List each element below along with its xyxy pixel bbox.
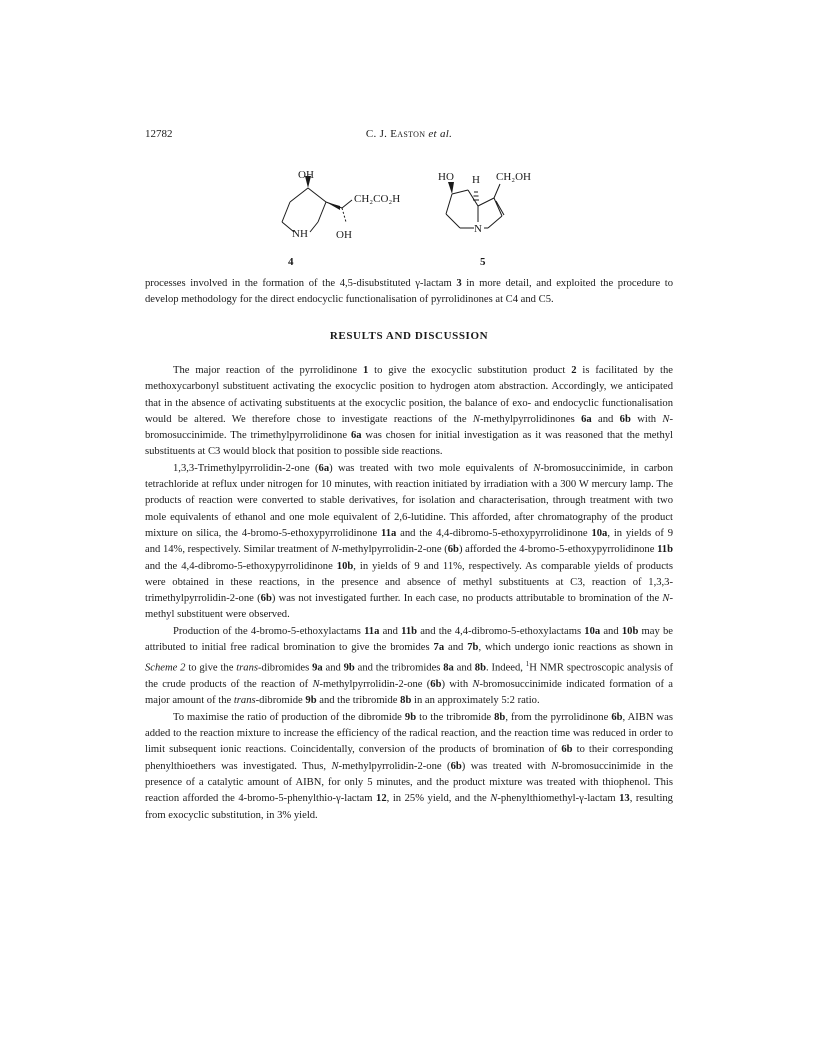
paragraph-text: -dibromides [258, 662, 313, 674]
paragraph-text: -methyl substituent were observed. [145, 593, 674, 621]
compound-ref: 8b [494, 711, 506, 723]
intro-text-2: in more detail, and exploited the procedure to develop methodology for the direct endocyclic functionalisation of pyrrolidinones at C4 and C5. [145, 278, 674, 306]
paragraph-text: and the 4,4-dibromo-5-ethoxypyrrolidinone [396, 527, 592, 539]
intro-text-1: processes involved in the formation of the 4,5-disubstituted γ-lactam [145, 278, 457, 289]
paragraph-text: was chosen for initial investigation as it was reasoned that the methyl substituents at C3 would block that position to possible side reactions. [145, 430, 673, 458]
compound-ref: 12 [376, 793, 387, 805]
paragraph-text: , AIBN was added to the reaction mixture to increase the efficiency of the radical reaction, and the reaction time was reduced in order to limit subsequent ionic reactions. Coincidentally, conversion of the products of bromination of [145, 711, 674, 756]
paragraph-text: and [591, 413, 620, 425]
section-title: RESULTS AND DISCUSSION [329, 330, 489, 342]
paragraph-text: with [630, 413, 663, 425]
paragraph-text: ) with [441, 679, 473, 691]
body-paragraph [145, 624, 673, 710]
running-header [145, 128, 673, 144]
c5-n-label: N [474, 223, 482, 235]
page-number: 12782 [145, 128, 173, 140]
paragraph-text: ) afforded the 4-bromo-5-ethoxypyrrolidinone [458, 544, 658, 556]
compound-ref: 2 [571, 365, 577, 376]
compound-ref: 6a [581, 413, 592, 425]
compound-ref: 7a [433, 642, 445, 654]
paragraph-text: -phenylthiomethyl-γ-lactam [497, 793, 620, 805]
main-body [145, 363, 673, 824]
paragraph-text: -dibromide [255, 695, 306, 707]
italic-text: Scheme 2 [145, 662, 186, 674]
compound-ref: 6b [260, 593, 272, 605]
compound-ref: 9b [343, 662, 355, 674]
compound-ref: 9b [404, 711, 417, 723]
c4-oh-bottom-label: OH [336, 229, 352, 241]
paragraph-text: , resulting from exocyclic substitution, in 3% yield. [145, 793, 673, 821]
compound-ref: 11b [657, 544, 673, 556]
paragraph-text: -bromosuccinimide in the presence of a catalytic amount of AIBN, for only 5 minutes, and the product mixture was treated with thiophenol. This reaction afforded the 4-bromo-5-phenylthio-γ-lactam [145, 760, 673, 805]
paragraph-text: H NMR spectroscopic analysis of the crude products of the reaction of [145, 662, 674, 691]
paragraph-text: , which undergo ionic reactions as shown in [478, 642, 673, 654]
c5-ho-label: HO [438, 171, 454, 183]
paragraph-text: to give the exocyclic substitution product [368, 365, 572, 376]
paragraph-text: -methylpyrrolidin-2-one ( [319, 679, 431, 691]
compound-ref: 13 [619, 793, 630, 805]
paragraph-text: to give the [185, 662, 237, 674]
paragraph-text: The major reaction of the pyrrolidinone [173, 365, 363, 376]
paragraph-text: is facilitated by the methoxycarbonyl substituent activating the exocyclic position to hydrogen atom abstraction. Accordingly, we anticipated that in the absence of activating substituents at the exocyclic position, the balance of exo- and endocyclic functionalisation would be altered. We therefore chose to investigate reactions of the [145, 365, 674, 425]
paragraph-text: may be attributed to initial free radical bromination to give the bromides [145, 625, 673, 654]
compound-ref: 6b [561, 744, 573, 756]
paragraph-text: and the 4,4-dibromo-5-ethoxylactams [417, 625, 585, 637]
italic-text: N [331, 544, 339, 556]
compound-ref: 9b [305, 695, 317, 707]
compound-ref: 11b [401, 625, 418, 637]
compound-ref: 11a [364, 625, 380, 637]
compound-ref: 11a [381, 527, 397, 539]
paragraph-text: to their corresponding phenylthioethers was investigated. Thus, [145, 744, 673, 772]
c5-ch2oh-label: CH₂OH [496, 171, 532, 183]
paragraph-text: to the tribromide [416, 711, 495, 723]
paragraph-text: ) was treated with [461, 760, 552, 772]
italic-text: N [533, 462, 541, 474]
italic-text: N [551, 760, 559, 772]
intro-compound-ref: 3 [456, 278, 462, 289]
paragraph-text: -bromosuccinimide, in carbon tetrachloride at reflux under nitrogen for 10 minutes, with reaction initiated by irradiation with a 300 W mercury lamp. The products of reaction were converted to stable derivatives, for isolation and characterisation, through treatment with two mole equivalents of ethanol and one mole equivalent of 2,6-lutidine. This afforded, after chromatography of the product mixture on silica, the 4-bromo-5-ethoxypyrrolidinone [145, 462, 673, 539]
compound-ref: 1 [363, 365, 369, 376]
compound-ref: 10b [336, 560, 354, 572]
compound-ref: 6b [450, 760, 462, 772]
c4-oh-label: OH [298, 169, 314, 181]
compound-5-label: 5 [480, 256, 486, 268]
compound-ref: 10a [584, 625, 601, 637]
body-paragraph [145, 363, 673, 461]
compound-ref: 7b [467, 642, 479, 654]
compound-ref: 6b [611, 711, 623, 723]
paragraph-text: , in 25% yield, and the [386, 793, 491, 805]
compound-4-label: 4 [288, 256, 294, 268]
paragraph-text: , in yields of 9 and 11%, respectively. As comparable yields of products were obtained in these reactions, in the presence and absence of methyl substituents at C3, reaction of 1,3,3-trimethylpyrrolidin-2-one ( [145, 560, 673, 605]
paragraph-text: ) was not investigated further. In each case, no products attributable to bromination of the [271, 593, 663, 605]
body-paragraph [145, 461, 673, 624]
paragraph-text: and [600, 625, 622, 637]
compound-ref: 6a [350, 430, 362, 442]
paragraph-text: in an approximately 5:2 ratio. [411, 695, 540, 707]
intro-paragraph [145, 276, 673, 309]
compound-ref: 10a [591, 527, 608, 539]
compound-5-drawing [438, 170, 578, 250]
paragraph-text: -bromosuccinimide indicated formation of a major amount of the [145, 679, 673, 707]
c4-side-chain-label: CH₂CO₂H [354, 193, 401, 205]
compound-ref: 8b [400, 695, 412, 707]
compound-ref: 6a [318, 462, 330, 474]
paragraph-text: -methylpyrrolidin-2-one ( [338, 760, 451, 772]
paragraph-text: and [379, 625, 402, 637]
paragraph-text: To maximise the ratio of production of the dibromide [173, 711, 405, 723]
compound-ref: 10b [621, 625, 639, 637]
paragraph-text: and the 4,4-dibromo-5-ethoxypyrrolidinone [145, 560, 337, 572]
c4-nh-label: NH [292, 228, 308, 240]
compound-ref: 6b [619, 413, 631, 425]
italic-text: N [312, 679, 320, 691]
running-head-author [145, 128, 673, 140]
italic-text: trans [233, 695, 256, 707]
paragraph-text: -bromosuccinimide. The trimethylpyrrolidinone [145, 413, 674, 442]
structure-compound-4 [268, 170, 408, 250]
italic-text: N [472, 413, 480, 425]
superscript: 1 [525, 660, 530, 669]
compound-ref: 6b [447, 544, 459, 556]
compound-ref: 8b [474, 662, 486, 674]
author-suffix: et al. [428, 128, 453, 140]
structure-compound-5 [438, 170, 578, 250]
italic-text: trans [236, 662, 259, 674]
body-paragraph [145, 710, 673, 824]
compound-4-drawing [268, 170, 408, 250]
compound-ref: 9a [312, 662, 323, 674]
paragraph-text: and [444, 642, 468, 654]
italic-text: N [662, 593, 670, 605]
paragraph-text: and the tribromide [316, 695, 401, 707]
compound-ref: 6b [430, 679, 442, 691]
paragraph-text: -methylpyrrolidinones [479, 413, 582, 425]
c5-h-label: H [472, 174, 480, 186]
paragraph-text: and the tribromides [354, 662, 444, 674]
paragraph-text: Production of the 4-bromo-5-ethoxylactams [173, 625, 365, 637]
paragraph-text: and [322, 662, 344, 674]
author-name: C. J. Easton [365, 128, 426, 140]
italic-text: N [662, 413, 670, 425]
italic-text: N [472, 679, 480, 691]
italic-text: N [490, 793, 498, 805]
paragraph-text: 1,3,3-Trimethylpyrrolidin-2-one ( [173, 462, 319, 474]
italic-text: N [331, 760, 339, 772]
paragraph-text: -methylpyrrolidin-2-one ( [338, 544, 448, 556]
paragraph-text: ) was treated with two mole equivalents of [329, 462, 534, 474]
paragraph-text: , in yields of 9 and 14%, respectively. Similar treatment of [145, 527, 673, 556]
paragraph-text: and [453, 662, 475, 674]
paragraph-text: , from the pyrrolidinone [505, 711, 612, 723]
paragraph-text: . Indeed, [486, 662, 526, 674]
compound-ref: 8a [443, 662, 454, 674]
